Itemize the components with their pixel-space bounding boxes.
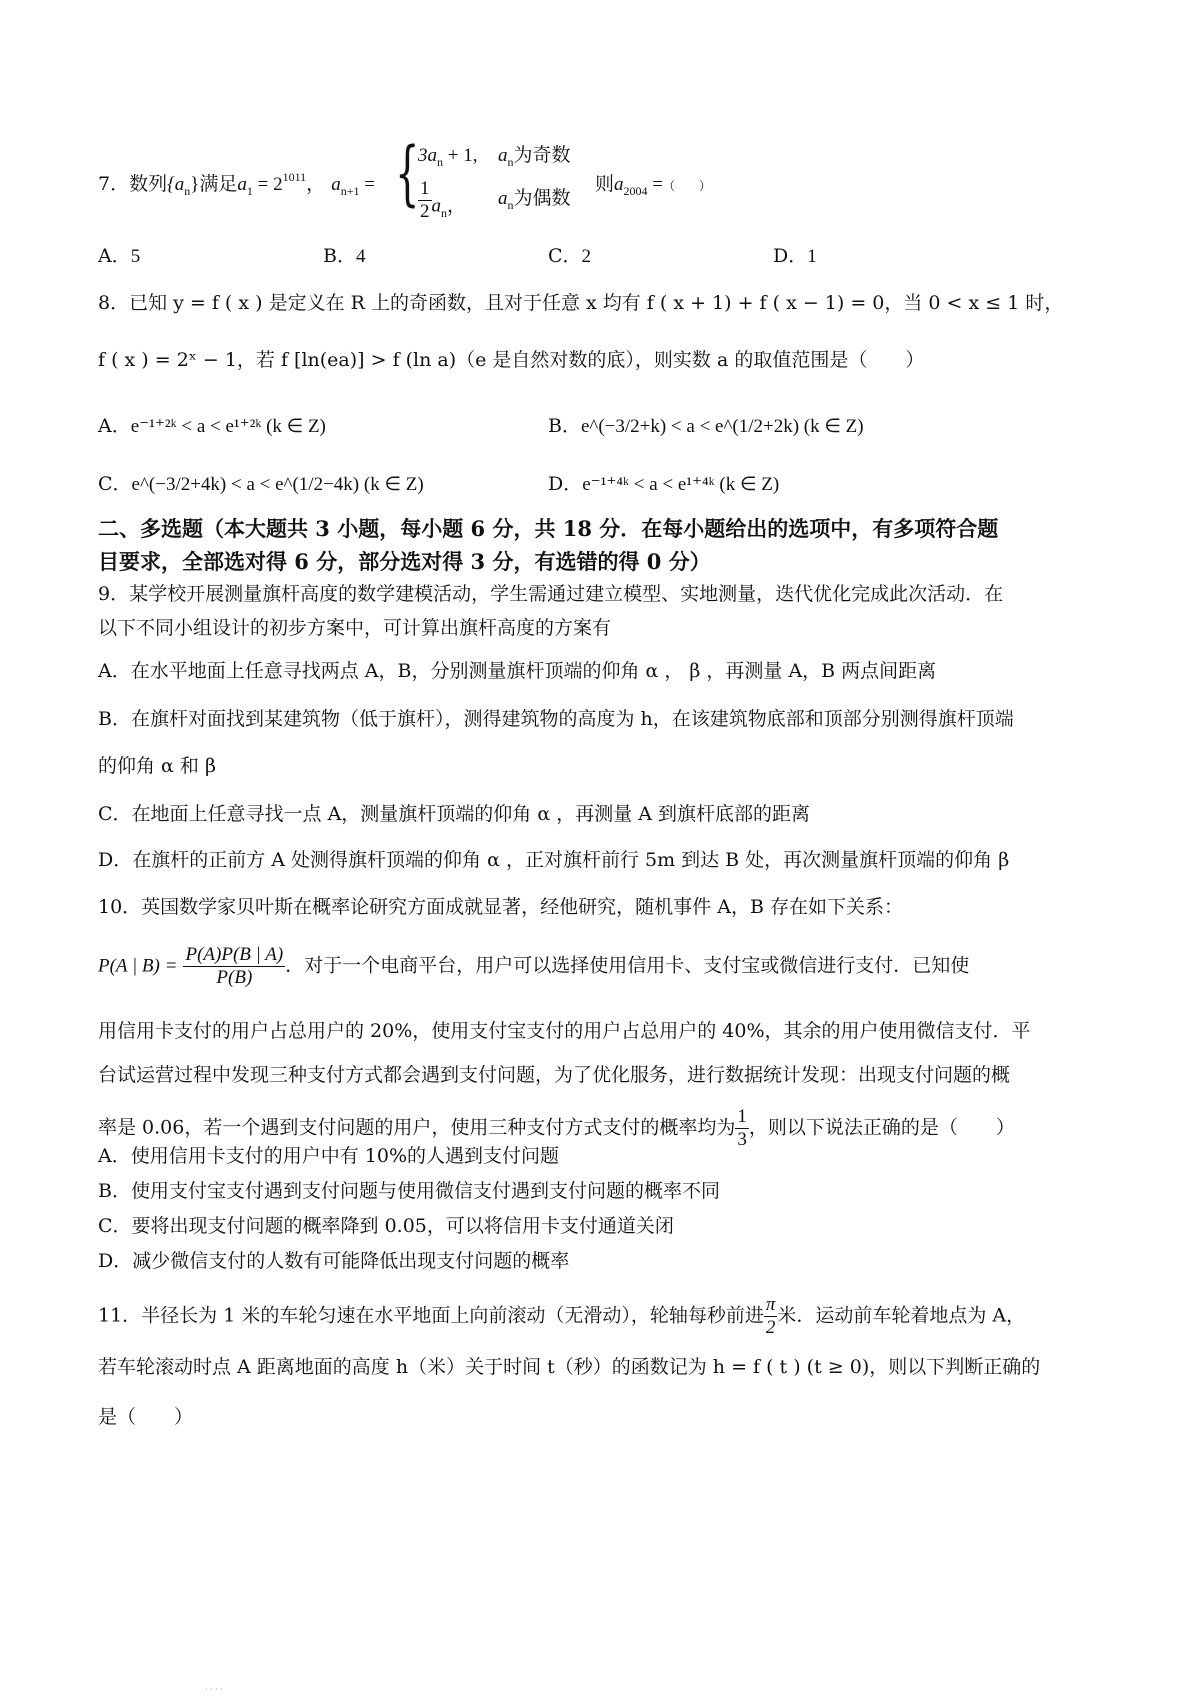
q10-formula-den: P(B) [216,967,253,988]
q10-line2-rest: ．对于一个电商平台，用户可以选择使用信用卡、支付宝或微信进行支付．已知使 [285,954,970,977]
q10-option-b[interactable]: B．使用支付宝支付遇到支付问题与使用微信支付遇到支付问题的概率不同 [98,1180,720,1202]
q8-option-a-label: A． [98,415,131,437]
q8-option-d-label: D． [548,473,583,495]
q7-case1-tail: + 1, [443,145,478,166]
q7-then: 则 [595,173,615,195]
q9-option-d[interactable]: D．在旗杆的正前方 A 处测得旗杆顶端的仰角 α ，正对旗杆前行 5m 到达 B 处，再次测量旗杆顶端的仰角 β [98,849,1010,871]
q10-line4: 台试运营过程中发现三种支付方式都会遇到支付问题，为了优化服务，进行数据统计发现：出现支付问题的概 [98,1064,1011,1086]
q7-case1 [418,141,477,171]
q7-option-b-value: 4 [355,246,366,267]
q7-exp: 1011 [282,170,307,184]
q10-line1: 10．英国数学家贝叶斯在概率论研究方面成就显著，经他研究，随机事件 A，B 存在如下关系： [98,896,903,918]
q7-option-a-label: A． [98,245,131,267]
q7-seq: {a [167,174,185,195]
q9-line1: 9．某学校开展测量旗杆高度的数学建模活动，学生需通过建立模型、实地测量，迭代优化完成此次活动．在 [98,583,1004,605]
q7-option-d[interactable] [773,242,817,271]
q7-seq-sub: n [184,184,191,198]
q7-a1-sub: 1 [246,184,253,198]
q7-seq-end: } [190,174,200,195]
q8-option-a[interactable] [98,412,326,441]
q8-option-d[interactable] [548,470,779,499]
q10-line3: 用信用卡支付的用户占总用户的 20%，使用支付宝支付的用户占总用户的 40%，其余的用户使用微信支付．平 [98,1020,1031,1042]
q7-case1-sub: n [437,155,443,169]
q7-case2-condition [498,184,571,214]
q8-line2: f ( x ) = 2ˣ − 1，若 f [ln(ea)] > f (ln a)（e 是自然对数的底），则实数 a 的取值范围是（ ） [98,349,925,371]
q7-option-d-value: 1 [807,246,817,267]
q7-case2-sub: n [441,205,447,220]
q11-line3: 是（ ） [98,1406,194,1428]
section2-heading-line1: 二、多选题（本大题共 3 小题，每小题 6 分，共 18 分．在每小题给出的选项中，有多项符合题 [98,516,999,541]
q10-formula-num: P(A)P(B | A) [185,944,284,965]
q8-option-c-label: C． [98,473,132,495]
q7-case1-expr: 3a [418,145,437,166]
q8-option-d-value: e⁻¹⁺⁴ᵏ < a < e¹⁺⁴ᵏ (k ∈ Z) [582,474,780,495]
section2-heading-line2: 目要求，全部选对得 6 分，部分选对得 3 分，有选错的得 0 分） [98,549,711,574]
q7-option-a[interactable] [98,242,140,271]
q11-line2: 若车轮滚动时点 A 距离地面的高度 h（米）关于时间 t（秒）的函数记为 h = f ( t ) (t ≥ 0)，则以下判断正确的 [98,1356,1041,1378]
q8-option-a-value: e⁻¹⁺²ᵏ < a < e¹⁺²ᵏ (k ∈ Z) [130,416,326,437]
q10-formula-fraction [183,944,285,989]
q7-a1: a [237,174,247,195]
q10-line5-a: 率是 0.06，若一个遇到支付问题的用户，使用三种支付方式支付的概率均为 [98,1116,736,1139]
q10-fraction [735,1106,749,1151]
q11-fraction [764,1294,778,1339]
q7-option-d-label: D． [773,245,808,267]
q7-case2-cond-a: a [498,188,508,209]
q7-comma: ， [306,173,326,195]
q7-tail [595,170,711,200]
q10-formula-left: P(A | B) = [98,955,178,977]
q10-line5-b: ，则以下说法正确的是（ ） [748,1116,1015,1139]
q7-case2-expr: a [431,195,441,217]
q8-option-b-value: e^(−3/2+k) < a < e^(1/2+2k) (k ∈ Z) [580,416,864,437]
q7-target-sub: 2004 [623,184,648,198]
q9-option-b-line2[interactable]: 的仰角 α 和 β [98,755,216,777]
q7-target: a [614,174,624,195]
q7-case1-cond-sub: n [507,155,514,169]
q7-option-c-value: 2 [581,246,592,267]
q10-option-d[interactable]: D．减少微信支付的人数有可能降低出现支付问题的概率 [98,1250,570,1272]
q8-option-c-value: e^(−3/2+4k) < a < e^(1/2−4k) (k ∈ Z) [131,474,424,495]
q7-target-eq: = [647,174,663,195]
q11-frac-den: 2 [765,1317,776,1338]
q7-stem [98,170,375,200]
q7-case2-tail: ， [447,194,467,217]
q7-option-c[interactable] [548,242,591,271]
q10-line2 [98,944,969,989]
q7-number: 7． [98,173,130,195]
q7-eq: = 2 [252,174,283,195]
q7-case1-cond-a: a [498,145,508,166]
q7-case1-cond: 为奇数 [513,144,571,166]
q9-line2: 以下不同小组设计的初步方案中，可计算出旗杆高度的方案有 [98,617,612,639]
q10-frac-den: 3 [737,1129,747,1150]
q11-line1-a: 11．半径长为 1 米的车轮匀速在水平地面上向前滚动（无滑动），轮轴每秒前进 [98,1304,764,1327]
footer-mark: · · · · [205,1685,223,1694]
q7-case1-condition [498,141,571,171]
q7-option-b[interactable] [323,242,365,271]
q9-option-b-line1[interactable]: B．在旗杆对面找到某建筑物（低于旗杆），测得建筑物的高度为 h，在该建筑物底部和顶部分别测得旗杆顶端 [98,708,1014,730]
q7-option-a-value: 5 [130,246,141,267]
q7-case2-cond: 为偶数 [513,187,571,209]
q7-case2 [418,178,467,223]
q10-frac-num: 1 [737,1106,747,1127]
q8-option-b-label: B． [548,415,581,437]
q7-case2-den: 2 [420,201,430,222]
q7-option-b-label: B． [323,245,356,267]
q8-line1: 8．已知 y = f ( x ) 是定义在 R 上的奇函数，且对于任意 x 均有 f ( x + 1) + f ( x − 1) = 0，当 0 < x ≤ 1 时， [98,292,1064,314]
q9-option-a[interactable]: A．在水平地面上任意寻找两点 A，B，分别测量旗杆顶端的仰角 α ， β ，再测量 A，B 两点间距离 [98,660,937,682]
q7-case2-cond-sub: n [507,198,514,212]
q7-an1-sub: n+1 [340,184,360,198]
q7-case2-fraction [418,178,432,223]
q7-text-b: 满足 [199,173,238,195]
q8-option-c[interactable] [98,470,424,499]
q7-paren: （ ） [662,179,711,193]
q7-eq2: = [359,174,375,195]
q7-an1: a [331,174,341,195]
q8-option-b[interactable] [548,412,864,441]
q11-line1-b: 米．运动前车轮着地点为 A， [777,1304,1026,1327]
q11-frac-num: π [765,1294,776,1315]
q9-option-c[interactable]: C．在地面上任意寻找一点 A，测量旗杆顶端的仰角 α ，再测量 A 到旗杆底部的距离 [98,803,811,825]
q7-case2-num: 1 [420,178,430,199]
q7-text-a: 数列 [129,173,168,195]
q10-option-c[interactable]: C．要将出现支付问题的概率降到 0.05，可以将信用卡支付通道关闭 [98,1215,674,1237]
q7-option-c-label: C． [548,245,582,267]
q11-line1 [98,1294,1025,1339]
q10-option-a[interactable]: A．使用信用卡支付的用户中有 10%的人遇到支付问题 [98,1145,559,1167]
q7-brace: { [395,132,420,214]
